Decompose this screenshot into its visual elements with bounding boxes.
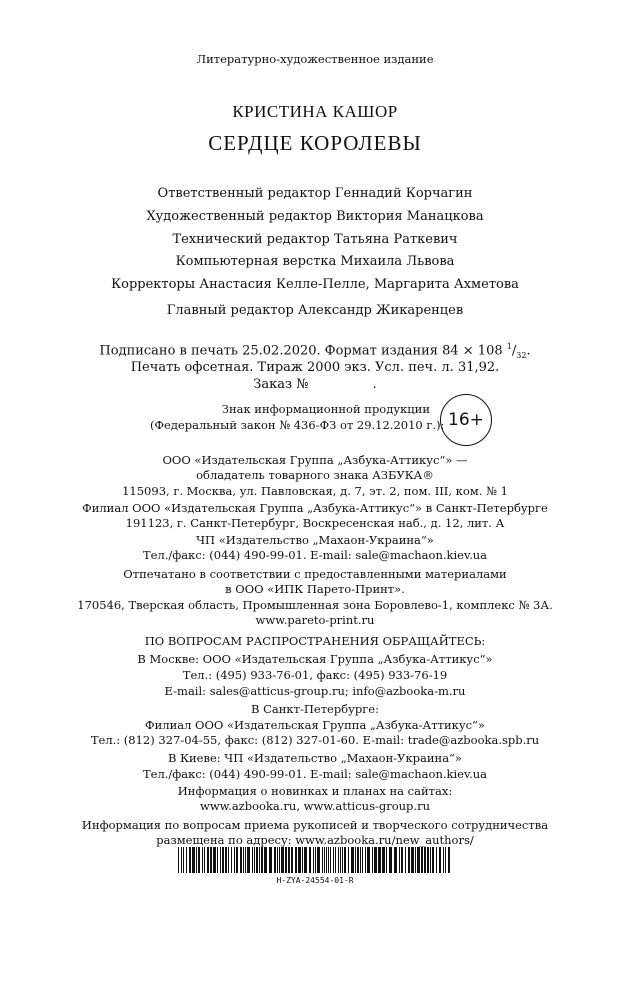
barcode-bar [254,847,255,873]
printer-site: www.pareto-print.ru [255,613,375,627]
barcode-bar [382,847,385,873]
barcode-bar [222,847,224,873]
barcode-bar [285,847,287,873]
barcode-bar [335,847,336,873]
barcode-bar [401,847,403,873]
barcode-bar [204,847,205,873]
barcode-bar [259,847,260,873]
age-mark-law: (Федеральный закон № 436-ФЗ от 29.12.2010 г.): [150,418,445,432]
signed-text: Подписано в печать 25.02.2020. Формат издания 84 × 108 [99,343,507,359]
barcode-bar [291,847,293,873]
barcode-bar [326,847,327,873]
publisher-contact: Тел./факс: (044) 490-99-01. E-mail: sale@machaon.kiev.ua [142,548,488,562]
barcode-bar [445,847,446,873]
author-name: КРИСТИНА КАШОР [232,102,398,121]
barcode-bar [389,847,392,873]
barcode-bar [210,847,212,873]
barcode-bar [362,847,363,873]
format-sub: 32 [516,350,527,360]
barcode-bar [365,847,366,873]
distribution-line: E-mail: sales@atticus-group.ru; info@azbooka-m.ru [164,684,466,698]
barcode-bar [202,847,203,873]
barcode-bar [415,847,416,873]
barcode-bar [432,847,434,873]
order-line [0,377,630,392]
barcode-bar [189,847,191,873]
barcode-bar [430,847,431,873]
barcode-bar [261,847,263,873]
distribution-line: Филиал ООО «Издательская Группа „Азбука-Аттикус“» [145,718,485,732]
signed-line [0,342,630,360]
barcode-bar [183,847,184,873]
barcode-bar [340,847,341,873]
credit-line: Компьютерная верстка Михаила Львова [175,254,455,269]
barcode-bar [399,847,400,873]
barcode-bar [405,847,406,873]
barcode-bar [427,847,429,873]
barcode-bar [408,847,410,873]
barcode [178,847,452,873]
barcode-bar [330,847,331,873]
barcode-bar [304,847,307,873]
barcode-bar [247,847,250,873]
barcode-bar [411,847,414,873]
distribution-line: В Москве: ООО «Издательская Группа „Азбука-Аттикус“» [137,652,493,666]
barcode-bar [181,847,182,873]
barcode-bar [198,847,200,873]
barcode-bar [342,847,343,873]
authors-info: размещена по адресу: www.azbooka.ru/new_authors/ [156,833,474,847]
news-sites: www.azbooka.ru, www.atticus-group.ru [200,799,430,813]
order-end: . [372,377,377,392]
order-label: Заказ № [253,377,309,392]
barcode-bar [225,847,227,873]
credit-line: Ответственный редактор Геннадий Корчагин [157,186,473,201]
barcode-bar [439,847,441,873]
barcode-bar [328,847,329,873]
barcode-bar [234,847,235,873]
barcode-bar [315,847,316,873]
distribution-line: В Санкт-Петербурге: [251,702,379,716]
barcode-bar [269,847,272,873]
edition-type: Литературно-художественное издание [196,52,434,66]
signed-end: . [526,343,531,359]
barcode-bar [421,847,423,873]
chief-editor: Главный редактор Александр Жикаренцев [166,303,464,318]
barcode-bar [378,847,381,873]
publisher-address: 191123, г. Санкт-Петербург, Воскресенская наб., д. 12, лит. А [125,516,505,530]
barcode-bar [443,847,444,873]
barcode-bar [313,847,314,873]
barcode-bar [324,847,325,873]
barcode-bar [217,847,218,873]
credit-line: Корректоры Анастасия Келле-Пелле, Маргарита Ахметова [111,277,519,292]
barcode-bar [302,847,303,873]
barcode-bar [355,847,356,873]
barcode-bar [240,847,242,873]
distribution-line: Тел./факс: (044) 490-99-01. E-mail: sale@machaon.kiev.ua [142,767,488,781]
distribution-line: Тел.: (495) 933-76-01, факс: (495) 933-76-19 [182,668,448,682]
barcode-bar [207,847,209,873]
publisher-line: Филиал ООО «Издательская Группа „Азбука-Аттикус“» в Санкт-Петербурге [82,501,548,515]
barcode-bar [338,847,339,873]
barcode-bar [178,847,179,873]
authors-info: Информация по вопросам приема рукописей и творческого сотрудничества [81,818,549,832]
printer-address: 170546, Тверская область, Промышленная зона Боровлево-1, комплекс № 3А. [77,598,553,612]
credit-line: Художественный редактор Виктория Манацкова [146,209,484,224]
barcode-bar [252,847,253,873]
barcode-bar [231,847,232,873]
barcode-bar [298,847,301,873]
barcode-bar [220,847,221,873]
barcode-bar [372,847,373,873]
format-sep: / [511,343,517,359]
distribution-line: В Киеве: ЧП «Издательство „Махаон-Украина“» [168,751,462,765]
barcode-bar [274,847,276,873]
barcode-bar [236,847,238,873]
publisher-line: ООО «Издательская Группа „Азбука-Аттикус“» — [162,453,468,467]
publisher-line: ЧП «Издательство „Махаон-Украина“» [196,533,434,547]
barcode-bar [436,847,437,873]
barcode-bar [357,847,359,873]
barcode-bar [386,847,387,873]
barcode-bar [394,847,397,873]
print-line: Печать офсетная. Тираж 2000 экз. Усл. печ. л. 31,92. [130,360,500,375]
distribution-line: Тел.: (812) 327-04-55, факс: (812) 327-01-60. E-mail: trade@azbooka.spb.ru [90,733,540,747]
barcode-bar [277,847,278,873]
barcode-bar [288,847,290,873]
barcode-bar [417,847,420,873]
publisher-address: 115093, г. Москва, ул. Павловская, д. 7, эт. 2, пом. III, ком. № 1 [122,484,508,498]
barcode-bar [213,847,216,873]
printer-line: Отпечатано в соответствии с предоставленными материалами [123,567,507,581]
barcode-text: Н-ZYA-24554-01-R [276,876,354,885]
barcode-bar [256,847,258,873]
barcode-bar [424,847,426,873]
barcode-bar [351,847,354,873]
barcode-bar [367,847,370,873]
barcode-bar [348,847,349,873]
barcode-bar [344,847,346,873]
barcode-bar [192,847,195,873]
barcode-bar [228,847,229,873]
barcode-bar [448,847,450,873]
barcode-bar [360,847,361,873]
barcode-bar [281,847,284,873]
barcode-bar [309,847,311,873]
book-title: СЕРДЦЕ КОРОЛЕВЫ [208,131,422,155]
credit-line: Технический редактор Татьяна Раткевич [172,232,458,247]
age-rating-badge: 16+ [440,394,492,446]
barcode-bar [295,847,297,873]
age-mark-label: Знак информационной продукции [221,402,430,416]
barcode-bar [264,847,267,873]
barcode-bar [374,847,377,873]
barcode-bar [196,847,197,873]
distribution-heading: ПО ВОПРОСАМ РАСПРОСТРАНЕНИЯ ОБРАЩАЙТЕСЬ: [144,634,486,648]
barcode-bar [317,847,320,873]
barcode-bar [243,847,244,873]
publisher-line: обладатель товарного знака АЗБУКА® [196,468,434,482]
news-heading: Информация о новинках и планах на сайтах: [177,784,453,798]
barcode-bar [333,847,334,873]
barcode-bar [186,847,187,873]
barcode-bar [322,847,323,873]
barcode-bar [279,847,280,873]
printer-line: в ООО «ИПК Парето-Принт». [225,582,405,596]
format-sup: 1 [506,342,512,351]
barcode-bar [245,847,246,873]
